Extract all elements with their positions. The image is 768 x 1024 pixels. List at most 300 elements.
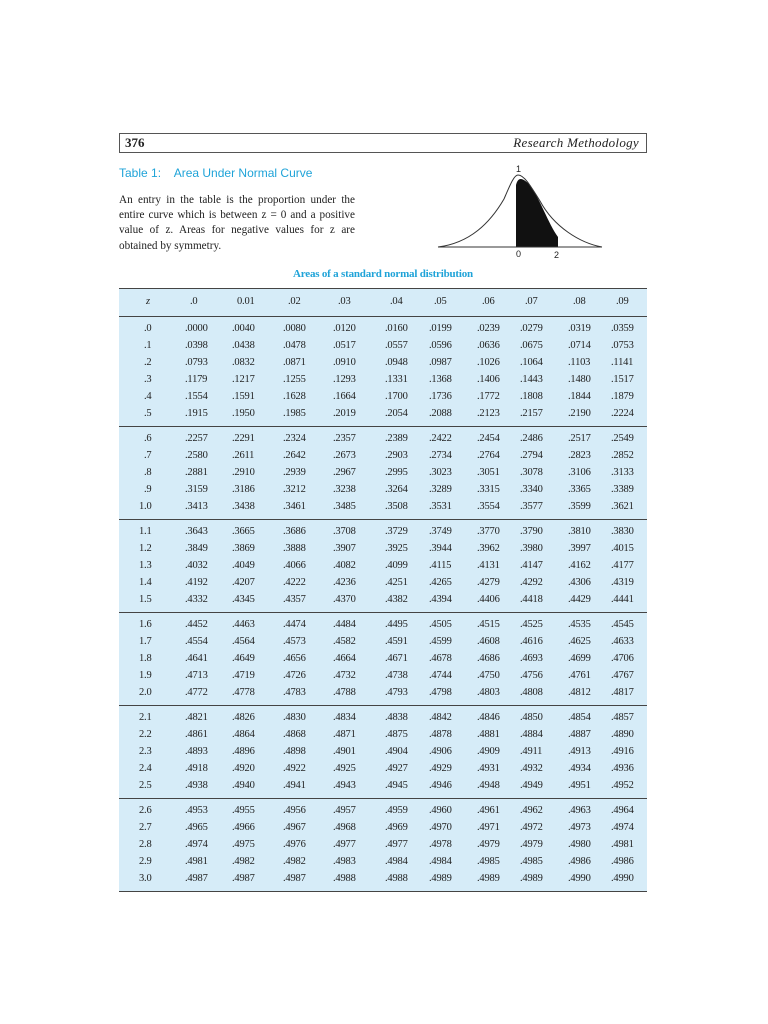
area-value: .4953 bbox=[185, 805, 208, 816]
area-value: .3997 bbox=[568, 543, 591, 554]
area-value: .3461 bbox=[283, 501, 306, 512]
z-value: 3.0 bbox=[139, 873, 152, 884]
area-value: .4842 bbox=[429, 712, 452, 723]
area-value: .4525 bbox=[520, 619, 543, 630]
area-value: .4573 bbox=[283, 636, 306, 647]
table-row bbox=[119, 761, 647, 778]
area-value: .4693 bbox=[520, 653, 543, 664]
area-value: .4788 bbox=[333, 687, 356, 698]
area-value: .4890 bbox=[611, 729, 634, 740]
area-value: .1950 bbox=[232, 408, 255, 419]
area-value: .4738 bbox=[385, 670, 408, 681]
area-value: .4678 bbox=[429, 653, 452, 664]
area-value: .1480 bbox=[568, 374, 591, 385]
table-row bbox=[119, 355, 647, 372]
table-row bbox=[119, 744, 647, 761]
column-header: .06 bbox=[482, 296, 495, 307]
area-value: .3665 bbox=[232, 526, 255, 537]
area-value: .4951 bbox=[568, 780, 591, 791]
area-value: .4987 bbox=[283, 873, 306, 884]
area-value: .4965 bbox=[185, 822, 208, 833]
area-value: .4147 bbox=[520, 560, 543, 571]
area-value: .4772 bbox=[185, 687, 208, 698]
table-row bbox=[119, 617, 647, 634]
area-value: .4868 bbox=[283, 729, 306, 740]
area-value: .4941 bbox=[283, 780, 306, 791]
table-row bbox=[119, 837, 647, 854]
area-value: .2291 bbox=[232, 433, 255, 444]
area-value: .4115 bbox=[429, 560, 452, 571]
area-value: .4982 bbox=[232, 856, 255, 867]
table-row bbox=[119, 820, 647, 837]
area-value: .4192 bbox=[185, 577, 208, 588]
area-value: .4977 bbox=[333, 839, 356, 850]
area-value: .1103 bbox=[568, 357, 591, 368]
area-value: .4985 bbox=[520, 856, 543, 867]
area-value: .4978 bbox=[429, 839, 452, 850]
table-row bbox=[119, 465, 647, 482]
area-value: .2549 bbox=[611, 433, 634, 444]
area-value: .3708 bbox=[333, 526, 356, 537]
area-value: .1772 bbox=[477, 391, 500, 402]
area-value: .4515 bbox=[477, 619, 500, 630]
z-value: 2.0 bbox=[139, 687, 152, 698]
area-value: .4406 bbox=[477, 594, 500, 605]
page-number: 376 bbox=[125, 135, 145, 150]
area-value: .4983 bbox=[333, 856, 356, 867]
area-value: .4332 bbox=[185, 594, 208, 605]
table-title: Area Under Normal Curve bbox=[173, 166, 313, 180]
area-value: .4969 bbox=[385, 822, 408, 833]
z-value: 2.8 bbox=[139, 839, 152, 850]
area-value: .4744 bbox=[429, 670, 452, 681]
area-value: .0636 bbox=[477, 340, 500, 351]
area-value: .3186 bbox=[232, 484, 255, 495]
column-header: .08 bbox=[573, 296, 586, 307]
area-value: .4974 bbox=[185, 839, 208, 850]
area-value: .2422 bbox=[429, 433, 452, 444]
area-value: .2995 bbox=[385, 467, 408, 478]
area-value: .4940 bbox=[232, 780, 255, 791]
area-value: .3159 bbox=[185, 484, 208, 495]
row-group bbox=[119, 427, 647, 520]
column-header: .07 bbox=[525, 296, 538, 307]
area-value: .3106 bbox=[568, 467, 591, 478]
area-value: .4979 bbox=[477, 839, 500, 850]
area-value: .3907 bbox=[333, 543, 356, 554]
area-value: .3643 bbox=[185, 526, 208, 537]
area-value: .3577 bbox=[520, 501, 543, 512]
z-value: 2.9 bbox=[139, 856, 152, 867]
area-value: .0120 bbox=[333, 323, 356, 334]
area-value: .4964 bbox=[611, 805, 634, 816]
area-value: .4554 bbox=[185, 636, 208, 647]
running-title: Research Methodology bbox=[513, 135, 639, 150]
area-value: .4484 bbox=[333, 619, 356, 630]
area-value: .2764 bbox=[477, 450, 500, 461]
table-row bbox=[119, 651, 647, 668]
z-value: 2.5 bbox=[139, 780, 152, 791]
row-group bbox=[119, 520, 647, 613]
area-value: .4582 bbox=[333, 636, 356, 647]
area-value: .4920 bbox=[232, 763, 255, 774]
header-row bbox=[119, 289, 647, 317]
area-value: .2939 bbox=[283, 467, 306, 478]
area-value: .3238 bbox=[333, 484, 356, 495]
area-value: .4957 bbox=[333, 805, 356, 816]
area-value: .4345 bbox=[232, 594, 255, 605]
area-value: .4931 bbox=[477, 763, 500, 774]
area-value: .4878 bbox=[429, 729, 452, 740]
area-value: .4989 bbox=[477, 873, 500, 884]
area-value: .1026 bbox=[477, 357, 500, 368]
area-value: .4861 bbox=[185, 729, 208, 740]
area-value: .2673 bbox=[333, 450, 356, 461]
area-value: .4265 bbox=[429, 577, 452, 588]
area-value: .2517 bbox=[568, 433, 591, 444]
z-value: .0 bbox=[144, 323, 152, 334]
area-value: .4977 bbox=[385, 839, 408, 850]
area-value: .4936 bbox=[611, 763, 634, 774]
area-value: .4966 bbox=[232, 822, 255, 833]
area-value: .4970 bbox=[429, 822, 452, 833]
z-column-header: z bbox=[146, 296, 150, 307]
area-value: .4909 bbox=[477, 746, 500, 757]
area-value: .4699 bbox=[568, 653, 591, 664]
area-value: .2580 bbox=[185, 450, 208, 461]
area-value: .3849 bbox=[185, 543, 208, 554]
area-value: .4972 bbox=[520, 822, 543, 833]
area-value: .0160 bbox=[385, 323, 408, 334]
area-value: .4649 bbox=[232, 653, 255, 664]
area-value: .4686 bbox=[477, 653, 500, 664]
area-value: .3438 bbox=[232, 501, 255, 512]
area-value: .4881 bbox=[477, 729, 500, 740]
area-value: .0000 bbox=[185, 323, 208, 334]
area-value: .2734 bbox=[429, 450, 452, 461]
area-value: .3944 bbox=[429, 543, 452, 554]
area-value: .0832 bbox=[232, 357, 255, 368]
z-value: 1.8 bbox=[139, 653, 152, 664]
area-value: .1700 bbox=[385, 391, 408, 402]
area-value: .4934 bbox=[568, 763, 591, 774]
area-value: .4591 bbox=[385, 636, 408, 647]
area-value: .4671 bbox=[385, 653, 408, 664]
area-value: .4817 bbox=[611, 687, 634, 698]
z-value: 2.6 bbox=[139, 805, 152, 816]
area-value: .1808 bbox=[520, 391, 543, 402]
area-value: .1844 bbox=[568, 391, 591, 402]
area-value: .4901 bbox=[333, 746, 356, 757]
area-value: .4963 bbox=[568, 805, 591, 816]
area-value: .4664 bbox=[333, 653, 356, 664]
area-value: .4616 bbox=[520, 636, 543, 647]
area-value: .4988 bbox=[385, 873, 408, 884]
table-heading bbox=[119, 166, 312, 180]
area-value: .4732 bbox=[333, 670, 356, 681]
column-header: .03 bbox=[338, 296, 351, 307]
area-value: .1179 bbox=[185, 374, 208, 385]
area-value: .3413 bbox=[185, 501, 208, 512]
z-value: .9 bbox=[144, 484, 152, 495]
area-value: .0478 bbox=[283, 340, 306, 351]
area-value: .3729 bbox=[385, 526, 408, 537]
area-value: .4962 bbox=[520, 805, 543, 816]
area-value: .4906 bbox=[429, 746, 452, 757]
area-value: .2157 bbox=[520, 408, 543, 419]
area-value: .4706 bbox=[611, 653, 634, 664]
table-row bbox=[119, 778, 647, 795]
area-value: .4857 bbox=[611, 712, 634, 723]
z-value: 1.5 bbox=[139, 594, 152, 605]
intro-paragraph: An entry in the table is the proportion under the entire curve which is between z = 0 and a positive value of z. Areas for negative values for z are obtained by symmetry. bbox=[119, 194, 355, 252]
table-row bbox=[119, 389, 647, 406]
area-value: .2389 bbox=[385, 433, 408, 444]
shaded-area bbox=[516, 179, 558, 247]
area-value: .4319 bbox=[611, 577, 634, 588]
area-value: .4608 bbox=[477, 636, 500, 647]
z-value: .5 bbox=[144, 408, 152, 419]
area-value: .4968 bbox=[333, 822, 356, 833]
area-value: .4222 bbox=[283, 577, 306, 588]
column-header: .04 bbox=[390, 296, 403, 307]
area-value: .4251 bbox=[385, 577, 408, 588]
area-value: .4177 bbox=[611, 560, 634, 571]
area-value: .3023 bbox=[429, 467, 452, 478]
area-value: .1064 bbox=[520, 357, 543, 368]
table-number: Table 1: bbox=[119, 166, 162, 180]
area-value: .3554 bbox=[477, 501, 500, 512]
z-value: 1.0 bbox=[139, 501, 152, 512]
area-value: .4279 bbox=[477, 577, 500, 588]
area-value: .0279 bbox=[520, 323, 543, 334]
area-value: .4015 bbox=[611, 543, 634, 554]
area-value: .4370 bbox=[333, 594, 356, 605]
area-value: .4938 bbox=[185, 780, 208, 791]
area-value: .0040 bbox=[232, 323, 255, 334]
area-value: .4875 bbox=[385, 729, 408, 740]
area-value: .4656 bbox=[283, 653, 306, 664]
table-row bbox=[119, 499, 647, 516]
area-value: .1217 bbox=[232, 374, 255, 385]
area-value: .4967 bbox=[283, 822, 306, 833]
area-value: .0319 bbox=[568, 323, 591, 334]
area-value: .4904 bbox=[385, 746, 408, 757]
area-value: .3133 bbox=[611, 467, 634, 478]
area-value: .4783 bbox=[283, 687, 306, 698]
z-value: 2.7 bbox=[139, 822, 152, 833]
area-value: .3621 bbox=[611, 501, 634, 512]
area-value: .4987 bbox=[232, 873, 255, 884]
table-row bbox=[119, 338, 647, 355]
area-value: .4981 bbox=[611, 839, 634, 850]
label-two: 2 bbox=[554, 250, 560, 260]
table-row bbox=[119, 321, 647, 338]
area-value: .3264 bbox=[385, 484, 408, 495]
area-value: .2852 bbox=[611, 450, 634, 461]
area-value: .4032 bbox=[185, 560, 208, 571]
table-row bbox=[119, 668, 647, 685]
area-value: .2454 bbox=[477, 433, 500, 444]
area-value: .4495 bbox=[385, 619, 408, 630]
area-value: .0910 bbox=[333, 357, 356, 368]
area-value: .4922 bbox=[283, 763, 306, 774]
area-value: .4713 bbox=[185, 670, 208, 681]
label-top: 1 bbox=[516, 164, 522, 174]
row-group bbox=[119, 317, 647, 427]
label-zero: 0 bbox=[516, 249, 522, 259]
area-value: .4826 bbox=[232, 712, 255, 723]
area-value: .2190 bbox=[568, 408, 591, 419]
area-value: .4984 bbox=[385, 856, 408, 867]
area-value: .4945 bbox=[385, 780, 408, 791]
area-value: .0753 bbox=[611, 340, 634, 351]
area-value: .2794 bbox=[520, 450, 543, 461]
area-value: .4821 bbox=[185, 712, 208, 723]
row-group bbox=[119, 613, 647, 706]
table-row bbox=[119, 541, 647, 558]
area-value: .4429 bbox=[568, 594, 591, 605]
area-value: .4474 bbox=[283, 619, 306, 630]
area-value: .4952 bbox=[611, 780, 634, 791]
area-value: .4985 bbox=[477, 856, 500, 867]
area-value: .3599 bbox=[568, 501, 591, 512]
table-row bbox=[119, 685, 647, 702]
table-row bbox=[119, 803, 647, 820]
z-value: 2.1 bbox=[139, 712, 152, 723]
area-value: .1255 bbox=[283, 374, 306, 385]
area-value: .4864 bbox=[232, 729, 255, 740]
z-value: 2.3 bbox=[139, 746, 152, 757]
area-value: .0438 bbox=[232, 340, 255, 351]
z-value: 1.9 bbox=[139, 670, 152, 681]
area-value: .0675 bbox=[520, 340, 543, 351]
area-value: .1331 bbox=[385, 374, 408, 385]
z-value: .6 bbox=[144, 433, 152, 444]
area-value: .2123 bbox=[477, 408, 500, 419]
column-header: .09 bbox=[616, 296, 629, 307]
area-value: .0557 bbox=[385, 340, 408, 351]
page-header bbox=[119, 133, 647, 153]
area-value: .2903 bbox=[385, 450, 408, 461]
area-value: .2611 bbox=[232, 450, 255, 461]
area-value: .1141 bbox=[611, 357, 634, 368]
area-value: .4418 bbox=[520, 594, 543, 605]
area-value: .0517 bbox=[333, 340, 356, 351]
area-value: .4452 bbox=[185, 619, 208, 630]
table-row bbox=[119, 854, 647, 871]
area-value: .4927 bbox=[385, 763, 408, 774]
table-row bbox=[119, 431, 647, 448]
area-value: .4049 bbox=[232, 560, 255, 571]
area-value: .4846 bbox=[477, 712, 500, 723]
area-value: .3340 bbox=[520, 484, 543, 495]
area-value: .1368 bbox=[429, 374, 452, 385]
z-value: 1.2 bbox=[139, 543, 152, 554]
area-value: .3830 bbox=[611, 526, 634, 537]
area-value: .0793 bbox=[185, 357, 208, 368]
area-value: .4803 bbox=[477, 687, 500, 698]
area-value: .4932 bbox=[520, 763, 543, 774]
area-value: .4960 bbox=[429, 805, 452, 816]
area-value: .4793 bbox=[385, 687, 408, 698]
area-value: .4893 bbox=[185, 746, 208, 757]
area-value: .4798 bbox=[429, 687, 452, 698]
area-value: .4981 bbox=[185, 856, 208, 867]
area-value: .4896 bbox=[232, 746, 255, 757]
area-value: .4441 bbox=[611, 594, 634, 605]
table-row bbox=[119, 634, 647, 651]
area-value: .4394 bbox=[429, 594, 452, 605]
area-value: .4066 bbox=[283, 560, 306, 571]
area-value: .4099 bbox=[385, 560, 408, 571]
area-value: .4357 bbox=[283, 594, 306, 605]
area-value: .4382 bbox=[385, 594, 408, 605]
area-value: .2823 bbox=[568, 450, 591, 461]
z-value: .1 bbox=[144, 340, 152, 351]
area-value: .4925 bbox=[333, 763, 356, 774]
area-value: .3365 bbox=[568, 484, 591, 495]
column-header: .0 bbox=[190, 296, 198, 307]
area-value: .1736 bbox=[429, 391, 452, 402]
z-value: 1.3 bbox=[139, 560, 152, 571]
z-value: 1.1 bbox=[139, 526, 152, 537]
area-value: .3051 bbox=[477, 467, 500, 478]
area-value: .4929 bbox=[429, 763, 452, 774]
table-row bbox=[119, 558, 647, 575]
z-value: 1.7 bbox=[139, 636, 152, 647]
column-header: .02 bbox=[288, 296, 301, 307]
area-value: .1443 bbox=[520, 374, 543, 385]
area-value: .4726 bbox=[283, 670, 306, 681]
area-value: .4948 bbox=[477, 780, 500, 791]
z-value: .8 bbox=[144, 467, 152, 478]
area-value: .4989 bbox=[429, 873, 452, 884]
table-row bbox=[119, 592, 647, 609]
area-value: .3749 bbox=[429, 526, 452, 537]
area-value: .4990 bbox=[568, 873, 591, 884]
area-value: .3508 bbox=[385, 501, 408, 512]
area-value: .4898 bbox=[283, 746, 306, 757]
area-value: .3980 bbox=[520, 543, 543, 554]
area-value: .4131 bbox=[477, 560, 500, 571]
area-value: .1406 bbox=[477, 374, 500, 385]
area-value: .2324 bbox=[283, 433, 306, 444]
area-value: .3315 bbox=[477, 484, 500, 495]
area-value: .4292 bbox=[520, 577, 543, 588]
area-value: .4884 bbox=[520, 729, 543, 740]
area-value: .4986 bbox=[611, 856, 634, 867]
normal-curve-figure bbox=[430, 163, 610, 263]
area-value: .3389 bbox=[611, 484, 634, 495]
area-value: .1517 bbox=[611, 374, 634, 385]
area-value: .4162 bbox=[568, 560, 591, 571]
area-value: .4633 bbox=[611, 636, 634, 647]
area-value: .2019 bbox=[333, 408, 356, 419]
table-row bbox=[119, 448, 647, 465]
area-value: .0080 bbox=[283, 323, 306, 334]
table-row bbox=[119, 871, 647, 888]
area-value: .4976 bbox=[283, 839, 306, 850]
area-value: .4988 bbox=[333, 873, 356, 884]
area-value: .0596 bbox=[429, 340, 452, 351]
area-value: .1985 bbox=[283, 408, 306, 419]
area-value: .2967 bbox=[333, 467, 356, 478]
row-group bbox=[119, 799, 647, 891]
area-value: .1293 bbox=[333, 374, 356, 385]
area-value: .4463 bbox=[232, 619, 255, 630]
area-value: .4946 bbox=[429, 780, 452, 791]
